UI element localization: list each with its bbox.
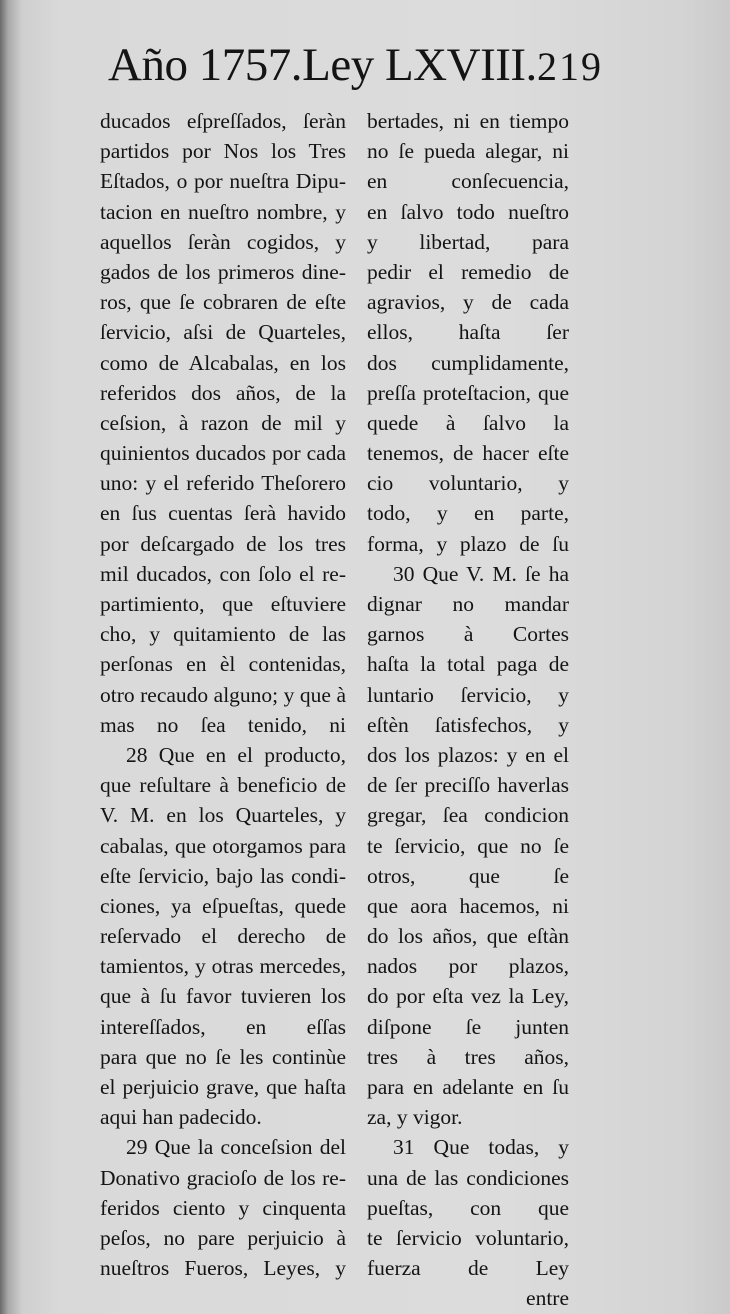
text-line: Donativo gracioſo de los re- (100, 1165, 346, 1190)
text-line: ros, que ſe cobraren de eſte (100, 290, 346, 315)
text-line: no ſe pueda alegar, ni (367, 139, 569, 164)
text-line: pueſtas, con que (367, 1195, 569, 1220)
text-line: dignar no mandar (367, 592, 569, 616)
text-line: feridos ciento y cinquenta (100, 1195, 346, 1220)
text-line: de ſer preciſſo haverlas (367, 773, 569, 798)
text-line: intereſſados, en eſſas (100, 1014, 346, 1039)
running-header (108, 38, 603, 104)
text-line: como de Alcabalas, en los (100, 350, 346, 375)
text-line: eſte ſervicio, bajo las condi- (100, 863, 346, 888)
text-line: ellos, haſta ſer (367, 320, 569, 345)
text-line: todo, y en parte, (367, 501, 569, 526)
text-line: por deſcargado de los tres (100, 531, 346, 556)
text-line: nueſtros Fueros, Leyes, y (100, 1256, 346, 1281)
paragraph-start-line: 30 Que V. M. ſe ha (393, 561, 569, 586)
text-line: para que no ſe les continùe (100, 1044, 346, 1069)
header-law: Ley LXVIII. (302, 39, 537, 91)
text-line: ceſsion, à razon de mil y (100, 410, 346, 435)
text-line: referidos dos años, de la (100, 380, 346, 405)
text-line: preſſa proteſtacion, que (367, 380, 569, 405)
text-line: haſta la total paga de (367, 652, 569, 677)
text-line: en ſalvo todo nueſtro (367, 199, 569, 224)
text-line: en conſecuencia, (367, 169, 569, 194)
text-line: otro recaudo alguno; y que à (100, 682, 346, 707)
text-line: ducados eſpreſſados, ſeràn (100, 109, 346, 133)
text-line: fuerza de Ley (367, 1256, 569, 1281)
text-line: que aora hacemos, ni (367, 893, 569, 918)
header-year: Año 1757. (108, 39, 302, 91)
text-line: que à ſu favor tuvieren los (100, 984, 346, 1009)
text-line: aquellos ſeràn cogidos, y (100, 229, 346, 254)
page-number: 219 (536, 44, 603, 89)
text-line: mas no ſea tenido, ni (100, 712, 346, 737)
text-line: diſpone ſe junten (367, 1014, 569, 1039)
left-text-column (100, 106, 346, 1283)
text-line: bertades, ni en tiempo (367, 109, 569, 133)
text-line: otros, que ſe (367, 863, 569, 888)
text-line: una de las condiciones (367, 1165, 569, 1190)
text-line: partimiento, que eſtuviere (100, 592, 346, 616)
text-line: partidos por Nos los Tres (100, 139, 346, 164)
text-line: quinientos ducados por cada (100, 441, 346, 466)
text-line: el perjuicio grave, que haſta (100, 1075, 346, 1099)
text-line: cio voluntario, y (367, 471, 569, 496)
text-line: dos los plazos: y en el (367, 742, 569, 767)
text-line: luntario ſervicio, y (367, 682, 569, 707)
right-text-column (367, 106, 569, 1314)
paragraph-start-line: 29 Que la conceſsion del (126, 1135, 346, 1160)
text-line: y libertad, para (367, 229, 569, 254)
text-line: mil ducados, con ſolo el re- (100, 561, 346, 586)
text-line: agravios, y de cada (367, 290, 569, 315)
text-line: do los años, que eſtàn (367, 924, 569, 949)
text-line: quede à ſalvo la (367, 410, 569, 435)
text-line: eſtèn ſatisfechos, y (367, 712, 569, 737)
text-line: nados por plazos, (367, 954, 569, 979)
text-line: uno: y el referido Theſorero (100, 471, 346, 496)
catchword: entre (526, 1286, 569, 1311)
text-line: V. M. en los Quarteles, y (100, 803, 346, 828)
text-line: gados de los primeros dine- (100, 259, 346, 284)
text-line: para en adelante en ſu (367, 1075, 569, 1099)
text-line: garnos à Cortes (367, 622, 569, 647)
text-line: cho, y quitamiento de las (100, 622, 346, 647)
text-line: gregar, ſea condicion (367, 803, 569, 828)
text-line: cabalas, que otorgamos para (100, 833, 346, 858)
text-line: tacion en nueſtro nombre, y (100, 199, 346, 224)
text-line: perſonas en èl contenidas, (100, 652, 346, 677)
text-line: que reſultare à beneficio de (100, 773, 346, 798)
text-line: tres à tres años, (367, 1044, 569, 1069)
paragraph-start-line: 28 Que en el producto, (126, 742, 346, 767)
text-line: ſervicio, aſsi de Quarteles, (100, 320, 346, 345)
text-line: forma, y plazo de ſu (367, 531, 569, 556)
text-line: peſos, no pare perjuicio à (100, 1225, 346, 1250)
text-line: za, y vigor. (367, 1105, 463, 1130)
text-line: do por eſta vez la Ley, (367, 984, 569, 1009)
text-line: dos cumplidamente, (367, 350, 569, 375)
text-line: en ſus cuentas ſerà havido (100, 501, 346, 526)
text-line: tamientos, y otras mercedes, (100, 954, 346, 979)
text-line: ciones, ya eſpueſtas, quede (100, 893, 346, 918)
text-line: reſervado el derecho de (100, 924, 346, 949)
text-line: tenemos, de hacer eſte (367, 441, 569, 466)
text-line: aqui han padecido. (100, 1105, 262, 1130)
text-line: te ſervicio, que no ſe (367, 833, 569, 858)
text-line: te ſervicio voluntario, (367, 1225, 569, 1250)
text-line: pedir el remedio de (367, 259, 569, 284)
paragraph-start-line: 31 Que todas, y (393, 1135, 569, 1160)
text-line: Eſtados, o por nueſtra Dipu- (100, 169, 346, 194)
